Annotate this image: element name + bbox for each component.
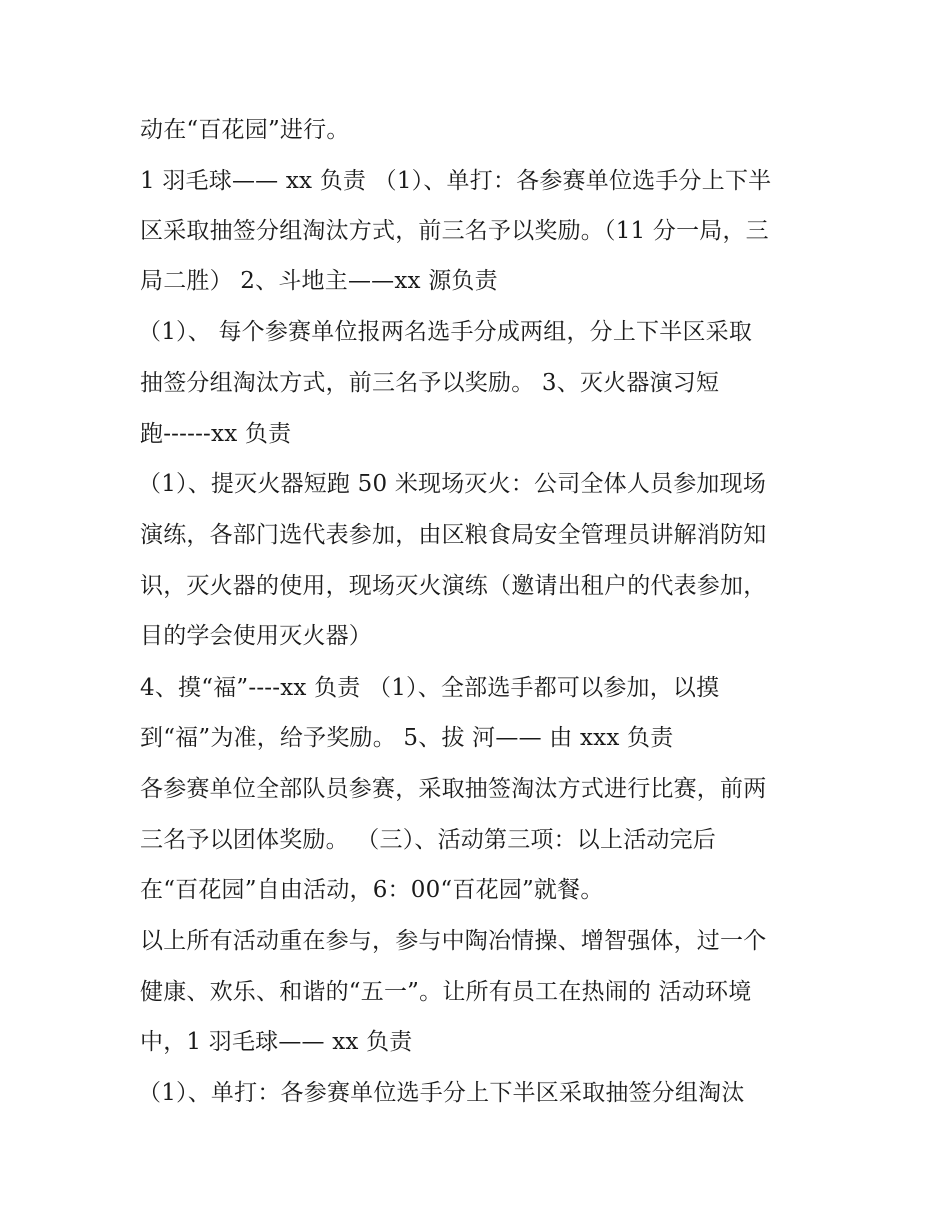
text-line: 演练，各部门选代表参加，由区粮食局安全管理员讲解消防知: [140, 522, 767, 548]
text-line: 1 羽毛球—— xx 负责 （1）、单打：各参赛单位选手分上下半: [140, 168, 772, 194]
text-line: 以上所有活动重在参与，参与中陶冶情操、增智强体，过一个: [140, 928, 767, 954]
text-line: 抽签分组淘汰方式，前三名予以奖励。 3、灭火器演习短: [140, 370, 720, 396]
text-line: （1）、提灭火器短跑 50 米现场灭火：公司全体人员参加现场: [138, 471, 767, 497]
text-line: 局二胜） 2、斗地主——xx 源负责: [140, 268, 498, 294]
text-line: 三名予以团体奖励。 （三）、活动第三项：以上活动完后: [140, 827, 717, 853]
text-line: 区采取抽签分组淘汰方式，前三名予以奖励。（11 分一局，三: [140, 218, 769, 244]
text-line: 动在“百花园”进行。: [140, 117, 350, 143]
text-line: 各参赛单位全部队员参赛，采取抽签淘汰方式进行比赛，前两: [140, 776, 767, 802]
text-line: 健康、欢乐、和谐的“五一”。让所有员工在热闹的 活动环境: [140, 979, 752, 1005]
text-line: 在“百花园”自由活动，6：00“百花园”就餐。: [140, 877, 604, 903]
text-line: 识，灭火器的使用，现场灭火演练（邀请出租户的代表参加，: [140, 573, 767, 599]
text-line: （1）、单打：各参赛单位选手分上下半区采取抽签分组淘汰: [138, 1080, 745, 1106]
text-line: 中，1 羽毛球—— xx 负责: [140, 1029, 413, 1055]
text-line: 到“福”为准，给予奖励。 5、拔 河—— 由 xxx 负责: [140, 725, 674, 751]
text-line: 4、摸“福”----xx 负责 （1）、全部选手都可以参加，以摸: [140, 675, 720, 701]
text-line: 目的学会使用灭火器）: [140, 623, 372, 649]
text-line: 跑------xx 负责: [140, 421, 292, 447]
text-line: （1）、 每个参赛单位报两名选手分成两组，分上下半区采取: [138, 319, 753, 345]
